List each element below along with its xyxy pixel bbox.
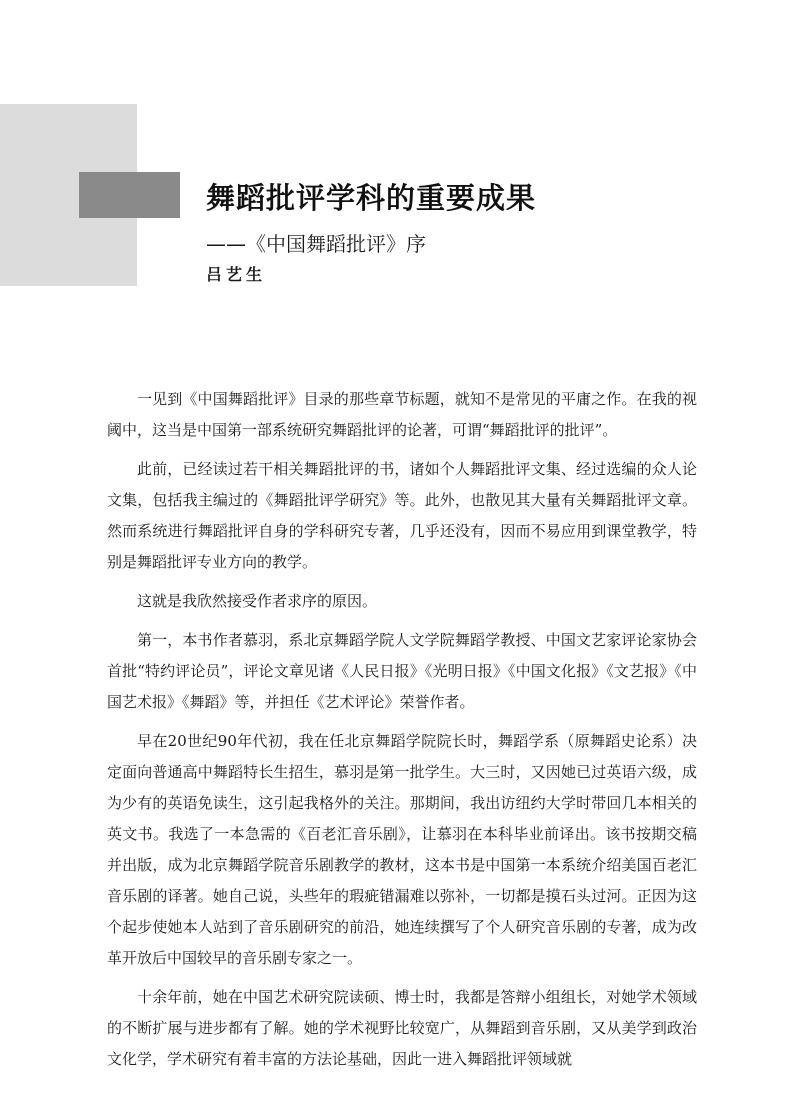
article-title: 舞蹈批评学科的重要成果	[206, 181, 537, 215]
article-subtitle: ——《中国舞蹈批评》序	[206, 232, 426, 256]
paragraph: 此前，已经读过若干相关舞蹈批评的书，诸如个人舞蹈批评文集、经过选编的众人论文集，包括我主编过的《舞蹈批评学研究》等。此外，也散见其大量有关舞蹈批评文章。然而系统进行舞蹈批评自身的学科研究专著，几乎还没有，因而不易应用到课堂教学，特别是舞蹈批评专业方向的教学。	[107, 460, 697, 571]
paragraph: 一见到《中国舞蹈批评》目录的那些章节标题，就知不是常见的平庸之作。在我的视阈中，这当是中国第一部系统研究舞蹈批评的论著，可谓“舞蹈批评的批评”。	[107, 390, 697, 439]
author-name: 吕艺生	[206, 265, 267, 284]
paragraph: 十余年前，她在中国艺术研究院读硕、博士时，我都是答辩小组组长，对她学术领域的不断扩展与进步都有了解。她的学术视野比较宽广，从舞蹈到音乐剧，又从美学到政治文化学，学术研究有着丰富的方法论基础，因此一进入舞蹈批评领域就	[107, 988, 697, 1068]
article-body	[107, 384, 697, 1083]
paragraph: 第一，本书作者慕羽，系北京舞蹈学院人文学院舞蹈学教授、中国文艺家评论家协会首批“特约评论员”，评论文章见诸《人民日报》《光明日报》《中国文化报》《文艺报》《中国艺术报》《舞蹈》等，并担任《艺术评论》荣誉作者。	[107, 631, 697, 711]
paragraph: 这就是我欣然接受作者求序的原因。	[137, 592, 378, 610]
decorative-dark-bar	[79, 172, 180, 218]
paragraph: 早在20世纪90年代初，我在任北京舞蹈学院院长时，舞蹈学系（原舞蹈史论系）决定面向普通高中舞蹈特长生招生，慕羽是第一批学生。大三时，又因她已过英语六级，成为少有的英语免读生，这引起我格外的关注。那期间，我出访纽约大学时带回几本相关的英文书。我选了一本急需的《百老汇音乐剧》，让慕羽在本科毕业前译出。该书按期交稿并出版，成为北京舞蹈学院音乐剧教学的教材，这本书是中国第一本系统介绍美国百老汇音乐剧的译著。她自己说，头些年的瑕疵错漏难以弥补，一切都是摸石头过河。正因为这个起步使她本人站到了音乐剧研究的前沿，她连续撰写了个人研究音乐剧的专著，成为改革开放后中国较早的音乐剧专家之一。	[107, 732, 697, 967]
